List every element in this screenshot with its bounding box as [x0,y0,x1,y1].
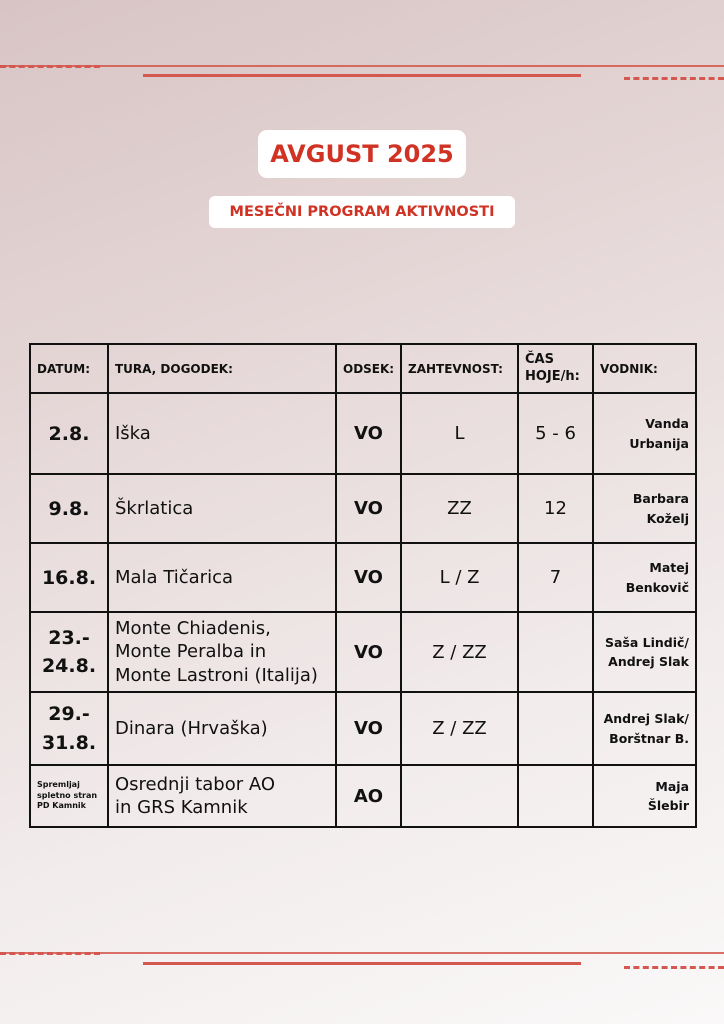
vodnik-line: Andrej Slak [608,654,689,669]
cell-cas: 7 [518,543,593,612]
bottom-dash-right [624,966,724,969]
cell-tura: Dinara (Hrvaška) [108,692,336,765]
cell-odsek: VO [336,474,401,543]
cell-datum [30,612,108,692]
cell-datum: 2.8. [30,393,108,474]
bottom-line-center [143,962,581,965]
vodnik-line: Maja [655,778,689,794]
cell-vodnik [593,765,696,827]
vodnik-line: Šlebir [647,798,689,813]
vodnik-line: Vanda [645,416,689,432]
vodnik-line: Saša Lindič/ [604,634,689,650]
table-header-row [30,344,696,393]
cell-tura [108,612,336,692]
program-subtitle: MESEČNI PROGRAM AKTIVNOSTI [209,196,515,228]
cell-datum: 9.8. [30,474,108,543]
cell-cas: 12 [518,474,593,543]
cell-odsek: VO [336,543,401,612]
cell-tura: Škrlatica [108,474,336,543]
cell-cas [518,765,593,827]
tura-line: Osrednji tabor AO [115,773,275,795]
cell-datum: 16.8. [30,543,108,612]
vodnik-line: Matej [649,560,689,576]
cell-tura: Iška [108,393,336,474]
vodnik-line: Barbara [632,491,689,507]
cell-cas: 5 - 6 [518,393,593,474]
col-header-tura: TURA, DOGODEK: [108,344,336,393]
cell-zahtevnost: Z / ZZ [401,612,518,692]
cell-zahtevnost: L / Z [401,543,518,612]
cell-vodnik [593,692,696,765]
cell-datum [30,692,108,765]
top-line-full [0,65,724,67]
datum-line: 31.8. [41,731,97,754]
cell-zahtevnost: ZZ [401,474,518,543]
cell-zahtevnost: L [401,393,518,474]
col-header-odsek: ODSEK: [336,344,401,393]
vodnik-line: Borštnar B. [609,730,689,746]
table-row [30,692,696,765]
tura-line: Monte Peralba in [115,641,267,663]
col-header-datum: DATUM: [30,344,108,393]
table-row [30,393,696,474]
month-title: AVGUST 2025 [258,130,466,178]
datum-line: Spremljaj [37,779,80,789]
col-header-cas: ČAS HOJE/h: [518,344,593,393]
cell-tura: Mala Tičarica [108,543,336,612]
cell-odsek: VO [336,393,401,474]
cell-cas [518,692,593,765]
top-dash-right [624,77,724,80]
cell-vodnik [593,612,696,692]
col-header-zahtevnost: ZAHTEVNOST: [401,344,518,393]
cell-zahtevnost: Z / ZZ [401,692,518,765]
cell-odsek: VO [336,612,401,692]
col-header-vodnik: VODNIK: [593,344,696,393]
top-line-center [143,74,581,77]
datum-line: 23.- [48,626,90,649]
cell-odsek: VO [336,692,401,765]
table-row [30,474,696,543]
cell-vodnik [593,393,696,474]
cell-cas [518,612,593,692]
bottom-line-full [0,952,724,954]
vodnik-line: Benkovič [625,579,689,595]
cell-datum [30,765,108,827]
vodnik-line: Andrej Slak/ [603,711,689,727]
datum-line: spletno stran [37,790,98,800]
cell-vodnik [593,543,696,612]
tura-line: in GRS Kamnik [115,797,248,818]
cell-zahtevnost [401,765,518,827]
datum-line: 29.- [48,703,90,725]
vodnik-line: Urbanija [629,435,689,451]
table-row [30,765,696,827]
table-row [30,543,696,612]
datum-line: PD Kamnik [37,801,86,811]
datum-line: 24.8. [41,655,97,677]
program-table [29,343,697,828]
vodnik-line: Koželj [646,510,689,526]
tura-line: Monte Lastroni (Italija) [115,664,318,686]
cell-vodnik [593,474,696,543]
cell-odsek: AO [336,765,401,827]
table-row [30,612,696,692]
tura-line: Monte Chiadenis, [115,617,271,639]
cell-tura [108,765,336,827]
